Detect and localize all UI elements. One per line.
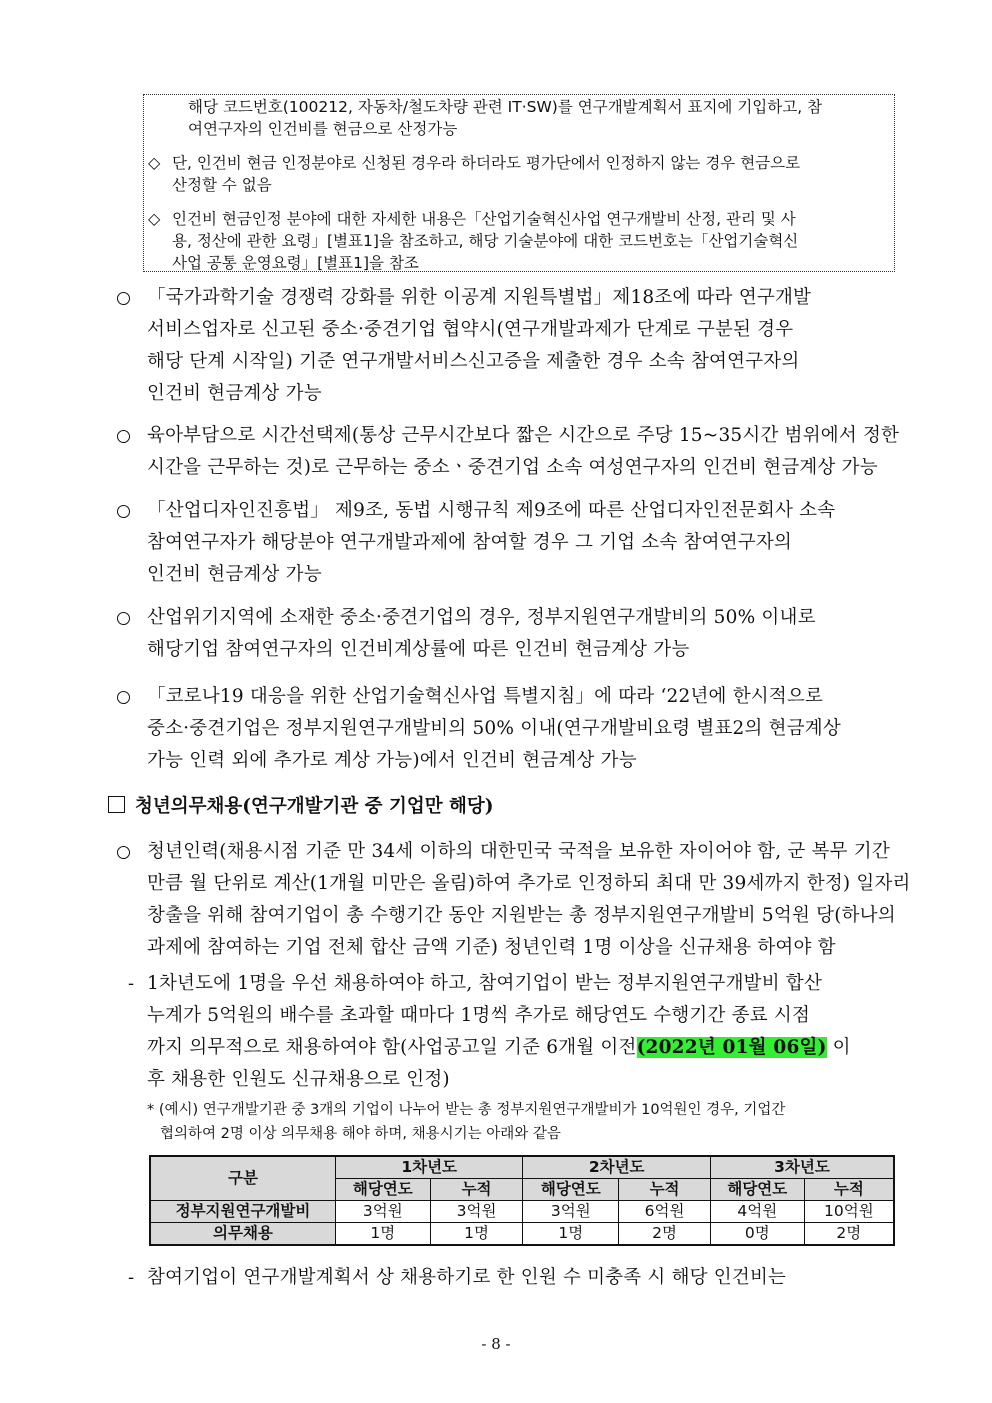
table-year-header: 3차년도 bbox=[710, 1156, 894, 1179]
hiring-schedule-table bbox=[149, 1155, 895, 1246]
circle-bullet-icon bbox=[115, 610, 131, 626]
circle-bullet-icon bbox=[115, 503, 131, 519]
table-cell: 2명 bbox=[804, 1223, 894, 1246]
table-cell: 1명 bbox=[335, 1223, 430, 1246]
diamond-icon: ◇ bbox=[148, 209, 161, 228]
table-subheader-cell: 누적 bbox=[804, 1179, 894, 1201]
table-cell: 4억원 bbox=[710, 1201, 804, 1223]
youth-line-3: 창출을 위해 참여기업이 총 수행기간 동안 지원받는 총 정부지원연구개발비 5억원 당(하나의 bbox=[147, 905, 896, 926]
note-item2-line-1: 단, 인건비 현금 인정분야로 신청된 경우라 하더라도 평가단에서 인정하지 않는 경우 현금으로 bbox=[172, 154, 801, 172]
table-row-label: 의무채용 bbox=[150, 1223, 335, 1246]
sub1-line-4: 후 채용한 인원도 신규채용으로 인정) bbox=[147, 1069, 450, 1090]
sub1-line-3-text: 까지 의무적으로 채용하여야 함(사업공고일 기준 6개월 이전 bbox=[147, 1037, 637, 1058]
table-header-row bbox=[150, 1156, 894, 1179]
sub1-line-1: 1차년도에 1명을 우선 채용하여야 하고, 참여기업이 받는 정부지원연구개발비 합산 bbox=[147, 973, 823, 994]
section-title: 청년의무채용(연구개발기관 중 기업만 해당) bbox=[135, 796, 494, 817]
circle-bullet-icon bbox=[115, 844, 131, 860]
table-subheader-cell: 누적 bbox=[619, 1179, 711, 1201]
p1-line-2: 서비스업자로 신고된 중소·중견기업 협약시(연구개발과제가 단계로 구분된 경우 bbox=[147, 319, 794, 340]
table-cell: 1명 bbox=[430, 1223, 523, 1246]
checkbox-square-icon bbox=[108, 796, 125, 813]
example-line-2: 협의하여 2명 이상 의무채용 해야 하며, 채용시기는 아래와 같음 bbox=[160, 1126, 561, 1142]
p4-line-1: 산업위기지역에 소재한 중소·중견기업의 경우, 정부지원연구개발비의 50% 이내로 bbox=[147, 607, 816, 628]
circle-bullet-icon bbox=[115, 689, 131, 705]
note-item3-line-3: 사업 공통 운영요령」[별표1]을 참조 bbox=[172, 254, 419, 272]
table-cell: 3억원 bbox=[335, 1201, 430, 1223]
dash-bullet: - bbox=[128, 973, 135, 994]
table-cell: 1명 bbox=[523, 1223, 619, 1246]
note-item3-line-2: 용, 정산에 관한 요령」[별표1]을 참조하고, 해당 기술분야에 대한 코드번호는「산업기술혁신 bbox=[172, 232, 799, 250]
p3-line-3: 인건비 현금계상 가능 bbox=[147, 564, 322, 585]
table-year-header: 2차년도 bbox=[523, 1156, 710, 1179]
table-cell: 3억원 bbox=[430, 1201, 523, 1223]
p3-line-2: 참여연구자가 해당분야 연구개발과제에 참여할 경우 그 기업 소속 참여연구자의 bbox=[147, 532, 792, 553]
p2-line-2: 시간을 근무하는 것)로 근무하는 중소ㆍ중견기업 소속 여성연구자의 인건비 현금계상 가능 bbox=[147, 457, 878, 478]
table-cell: 0명 bbox=[710, 1223, 804, 1246]
youth-line-4: 과제에 참여하는 기업 전체 합산 금액 기준) 청년인력 1명 이상을 신규채용 하여야 함 bbox=[147, 937, 836, 958]
p2-line-1: 육아부담으로 시간선택제(통상 근무시간보다 짧은 시간으로 주당 15~35시간 범위에서 정한 bbox=[147, 425, 900, 446]
table-subheader-cell: 해당연도 bbox=[710, 1179, 804, 1201]
p1-line-4: 인건비 현금계상 가능 bbox=[147, 383, 322, 404]
table-subheader-cell: 누적 bbox=[430, 1179, 523, 1201]
sub2-line-1: 참여기업이 연구개발계획서 상 채용하기로 한 인원 수 미충족 시 해당 인건비는 bbox=[147, 1267, 787, 1288]
note-line-2: 여연구자의 인건비를 현금으로 산정가능 bbox=[188, 120, 458, 138]
note-item2-line-2: 산정할 수 없음 bbox=[172, 176, 272, 194]
table-cell: 10억원 bbox=[804, 1201, 894, 1223]
sub1-line-2: 누계가 5억원의 배수를 초과할 때마다 1명씩 추가로 해당연도 수행기간 종료 시점 bbox=[147, 1005, 811, 1026]
table-corner-cell: 구분 bbox=[150, 1156, 335, 1201]
table-row bbox=[150, 1223, 894, 1246]
p5-line-1: 「코로나19 대응을 위한 산업기술혁신사업 특별지침」에 따라 ‘22년에 한시적으로 bbox=[147, 686, 824, 707]
table-year-header: 1차년도 bbox=[335, 1156, 522, 1179]
diamond-icon: ◇ bbox=[148, 153, 161, 172]
table-cell: 2명 bbox=[619, 1223, 711, 1246]
circle-bullet-icon bbox=[115, 290, 131, 306]
table-row bbox=[150, 1201, 894, 1223]
example-line-1: * (예시) 연구개발기관 중 3개의 기업이 나누어 받는 총 정부지원연구개발비가 10억원인 경우, 기업간 bbox=[147, 1102, 786, 1118]
youth-line-1: 청년인력(채용시점 기준 만 34세 이하의 대한민국 국적을 보유한 자이어야 함, 군 복무 기간 bbox=[147, 841, 890, 862]
circle-bullet-icon bbox=[115, 428, 131, 444]
table-subheader-cell: 해당연도 bbox=[523, 1179, 619, 1201]
p5-line-2: 중소·중견기업은 정부지원연구개발비의 50% 이내(연구개발비요령 별표2의 현금계상 bbox=[147, 718, 841, 739]
sub1-line-3-tail: 이 bbox=[826, 1037, 851, 1058]
p1-line-3: 해당 단계 시작일) 기준 연구개발서비스신고증을 제출한 경우 소속 참여연구자의 bbox=[147, 351, 800, 372]
table-row-label: 정부지원연구개발비 bbox=[150, 1201, 335, 1223]
page-number: - 8 - bbox=[481, 1335, 511, 1353]
note-line-1: 해당 코드번호(100212, 자동차/철도차량 관련 IT·SW)를 연구개발계획서 표지에 기입하고, 참 bbox=[188, 98, 823, 116]
note-item3-line-1: 인건비 현금인정 분야에 대한 자세한 내용은「산업기술혁신사업 연구개발비 산정, 관리 및 사 bbox=[172, 210, 796, 228]
table-cell: 6억원 bbox=[619, 1201, 711, 1223]
youth-line-2: 만큼 월 단위로 계산(1개월 미만은 올림)하여 추가로 인정하되 최대 만 39세까지 한정) 일자리 bbox=[147, 873, 911, 894]
sub1-line-3 bbox=[147, 1032, 851, 1064]
highlighted-date: (2022년 01월 06일) bbox=[636, 1037, 827, 1058]
table-subheader-cell: 해당연도 bbox=[335, 1179, 430, 1201]
table-cell: 3억원 bbox=[523, 1201, 619, 1223]
p5-line-3: 가능 인력 외에 추가로 계상 가능)에서 인건비 현금계상 가능 bbox=[147, 750, 637, 771]
p1-line-1: 「국가과학기술 경쟁력 강화를 위한 이공계 지원특별법」제18조에 따라 연구개발 bbox=[147, 287, 812, 308]
dash-bullet: - bbox=[128, 1267, 135, 1288]
p3-line-1: 「산업디자인진흥법」 제9조, 동법 시행규칙 제9조에 따른 산업디자인전문회사 소속 bbox=[147, 500, 836, 521]
section-heading bbox=[108, 791, 494, 823]
p4-line-2: 해당기업 참여연구자의 인건비계상률에 따른 인건비 현금계상 가능 bbox=[147, 639, 690, 660]
